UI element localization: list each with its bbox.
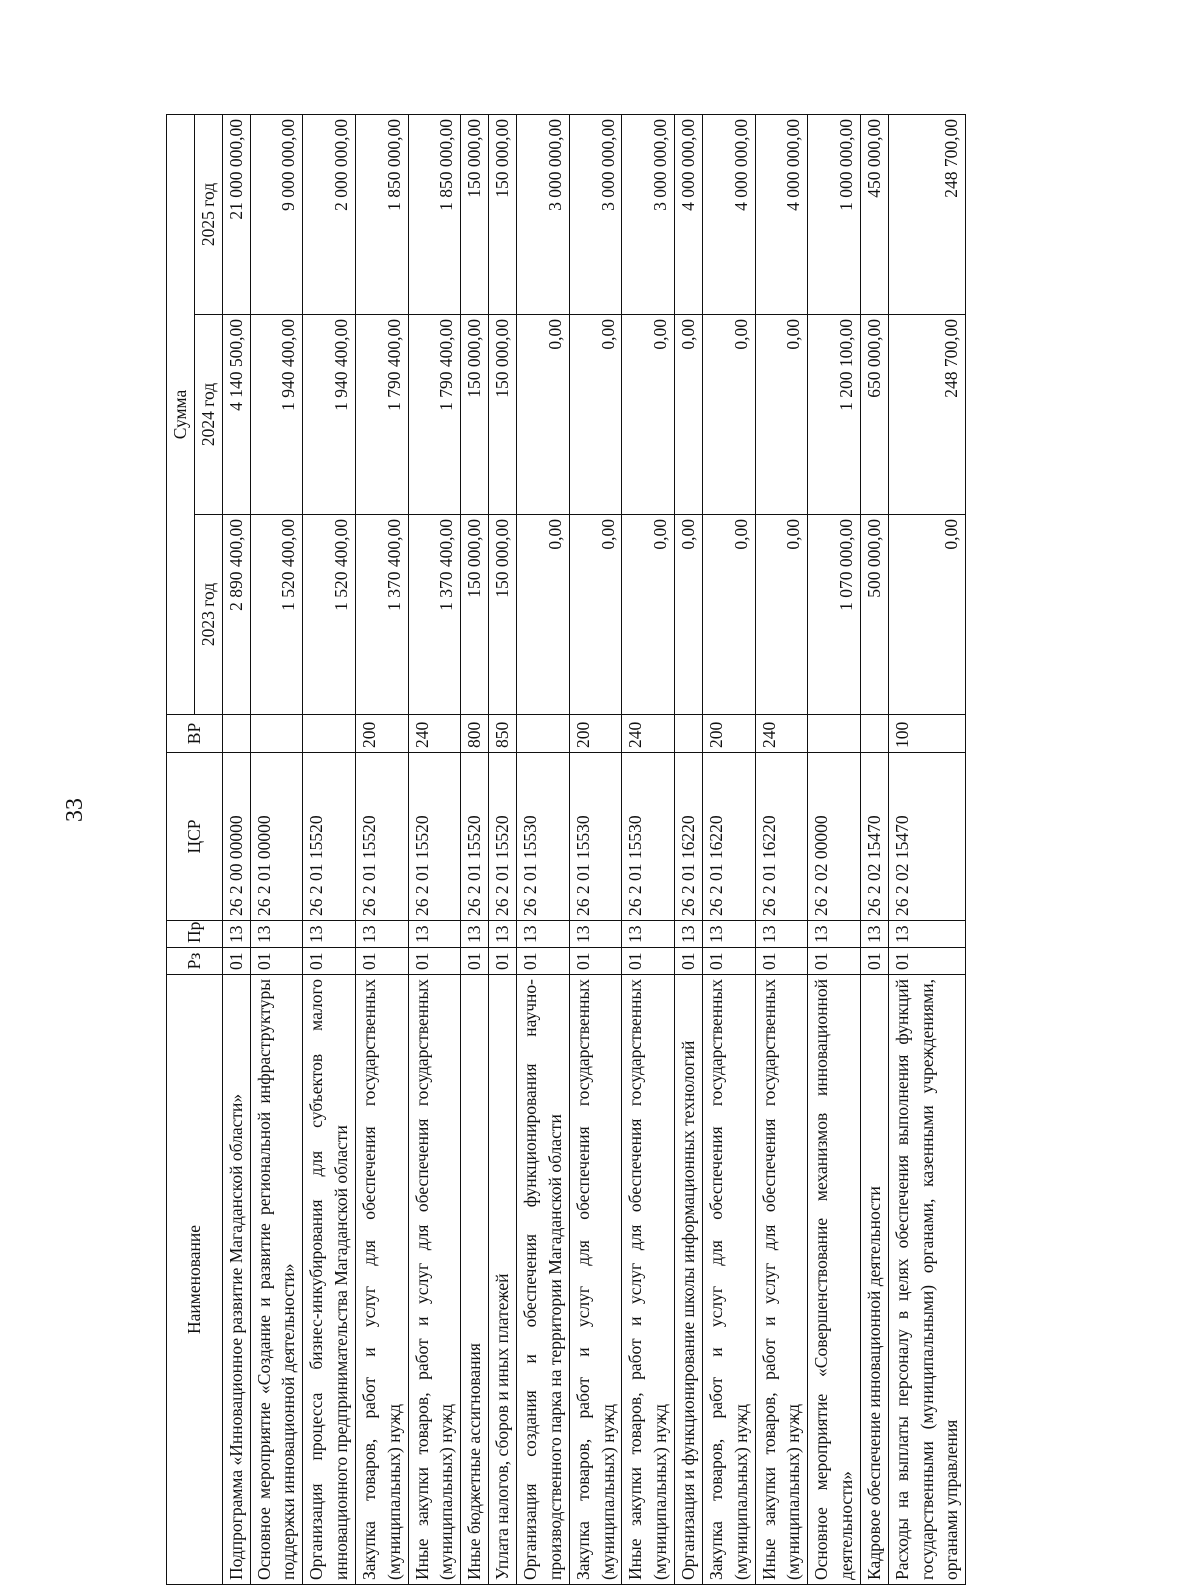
- cell-y2025: 3 000 000,00: [569, 114, 622, 314]
- cell-y2024: 0,00: [622, 315, 675, 515]
- cell-vr: [516, 715, 569, 753]
- table-body: [222, 114, 966, 1584]
- cell-y2024: 1 790 400,00: [408, 315, 461, 515]
- table-row: [675, 114, 703, 1584]
- cell-y2025: 21 000 000,00: [222, 114, 250, 314]
- cell-y2024: 150 000,00: [461, 315, 489, 515]
- cell-rz: 01: [808, 948, 861, 975]
- cell-y2023: 1 520 400,00: [250, 515, 303, 715]
- cell-y2025: 2 000 000,00: [303, 114, 356, 314]
- cell-csr: 26 2 02 15470: [888, 753, 966, 921]
- cell-rz: 01: [222, 948, 250, 975]
- cell-csr: 26 2 02 00000: [808, 753, 861, 921]
- header-name: Наименование: [167, 975, 223, 1585]
- header-2023: 2023 год: [194, 515, 222, 715]
- cell-name: Организация и функционирование школы информационных технологий: [675, 975, 703, 1585]
- cell-y2023: 2 890 400,00: [222, 515, 250, 715]
- table-row: [408, 114, 461, 1584]
- cell-vr: [860, 715, 888, 753]
- cell-pr: 13: [303, 921, 356, 948]
- cell-y2024: 1 790 400,00: [355, 315, 408, 515]
- cell-rz: 01: [516, 948, 569, 975]
- cell-vr: [675, 715, 703, 753]
- cell-y2025: 9 000 000,00: [250, 114, 303, 314]
- cell-y2024: 0,00: [702, 315, 755, 515]
- cell-name: Иные закупки товаров, работ и услуг для обеспечения государственных (муниципальных) нужд: [755, 975, 808, 1585]
- cell-y2025: 1 000 000,00: [808, 114, 861, 314]
- cell-y2024: 0,00: [516, 315, 569, 515]
- cell-rz: 01: [303, 948, 356, 975]
- cell-vr: 200: [569, 715, 622, 753]
- cell-y2025: 1 850 000,00: [355, 114, 408, 314]
- cell-y2023: 0,00: [622, 515, 675, 715]
- cell-csr: 26 2 01 15520: [355, 753, 408, 921]
- cell-y2023: 0,00: [516, 515, 569, 715]
- cell-y2023: 0,00: [675, 515, 703, 715]
- table-row: [303, 114, 356, 1584]
- cell-rz: 01: [250, 948, 303, 975]
- cell-vr: [808, 715, 861, 753]
- cell-csr: 26 2 00 00000: [222, 753, 250, 921]
- cell-y2025: 150 000,00: [461, 114, 489, 314]
- cell-pr: 13: [808, 921, 861, 948]
- table-row: [569, 114, 622, 1584]
- cell-csr: 26 2 01 15530: [569, 753, 622, 921]
- cell-y2024: 150 000,00: [489, 315, 517, 515]
- page-number: 33: [62, 798, 88, 822]
- cell-rz: 01: [755, 948, 808, 975]
- cell-rz: 01: [860, 948, 888, 975]
- cell-name: Кадровое обеспечение инновационной деятельности: [860, 975, 888, 1585]
- cell-rz: 01: [408, 948, 461, 975]
- cell-rz: 01: [888, 948, 966, 975]
- cell-y2023: 0,00: [569, 515, 622, 715]
- header-vr: ВР: [167, 715, 223, 753]
- cell-vr: 100: [888, 715, 966, 753]
- cell-y2023: 0,00: [888, 515, 966, 715]
- table-row: [808, 114, 861, 1584]
- cell-vr: [222, 715, 250, 753]
- cell-y2024: 0,00: [755, 315, 808, 515]
- cell-y2025: 450 000,00: [860, 114, 888, 314]
- cell-pr: 13: [860, 921, 888, 948]
- cell-y2023: 150 000,00: [489, 515, 517, 715]
- cell-rz: 01: [702, 948, 755, 975]
- cell-y2024: 1 940 400,00: [303, 315, 356, 515]
- cell-name: Уплата налогов, сборов и иных платежей: [489, 975, 517, 1585]
- cell-vr: 800: [461, 715, 489, 753]
- cell-y2023: 0,00: [755, 515, 808, 715]
- table-row: [622, 114, 675, 1584]
- cell-vr: 850: [489, 715, 517, 753]
- cell-y2025: 248 700,00: [888, 114, 966, 314]
- cell-name: Расходы на выплаты персоналу в целях обеспечения выполнения функций государственными (муниципальными) органами, казенными учреждениями, органами управления: [888, 975, 966, 1585]
- table-row: [489, 114, 517, 1584]
- table-row: [222, 114, 250, 1584]
- cell-name: Основное мероприятие «Совершенствование механизмов инновационной деятельности»: [808, 975, 861, 1585]
- cell-pr: 13: [675, 921, 703, 948]
- header-csr: ЦСР: [167, 753, 223, 921]
- cell-pr: 13: [622, 921, 675, 948]
- header-2025: 2025 год: [194, 114, 222, 314]
- cell-y2024: 0,00: [569, 315, 622, 515]
- cell-pr: 13: [702, 921, 755, 948]
- cell-name: Иные закупки товаров, работ и услуг для обеспечения государственных (муниципальных) нужд: [622, 975, 675, 1585]
- table-row: [461, 114, 489, 1584]
- header-rz: Рз: [167, 948, 223, 975]
- cell-csr: 26 2 01 15530: [516, 753, 569, 921]
- table-row: [355, 114, 408, 1584]
- cell-pr: 13: [489, 921, 517, 948]
- cell-csr: 26 2 01 16220: [675, 753, 703, 921]
- header-sum: Сумма: [167, 114, 195, 714]
- cell-y2023: 1 370 400,00: [408, 515, 461, 715]
- cell-csr: 26 2 01 16220: [755, 753, 808, 921]
- cell-y2023: 1 370 400,00: [355, 515, 408, 715]
- cell-csr: 26 2 01 16220: [702, 753, 755, 921]
- cell-y2024: 1 940 400,00: [250, 315, 303, 515]
- cell-y2025: 4 000 000,00: [675, 114, 703, 314]
- cell-csr: 26 2 01 00000: [250, 753, 303, 921]
- header-2024: 2024 год: [194, 315, 222, 515]
- cell-vr: 200: [355, 715, 408, 753]
- cell-y2024: 650 000,00: [860, 315, 888, 515]
- cell-name: Организация создания и обеспечения функционирования научно-производственного парка на территории Магаданской области: [516, 975, 569, 1585]
- cell-vr: 240: [408, 715, 461, 753]
- table-row: [755, 114, 808, 1584]
- cell-y2025: 150 000,00: [489, 114, 517, 314]
- cell-vr: 200: [702, 715, 755, 753]
- cell-rz: 01: [675, 948, 703, 975]
- cell-csr: 26 2 01 15520: [461, 753, 489, 921]
- cell-y2024: 0,00: [675, 315, 703, 515]
- cell-name: Основное мероприятие «Создание и развитие региональной инфраструктуры поддержки инновационной деятельности»: [250, 975, 303, 1585]
- cell-pr: 13: [461, 921, 489, 948]
- cell-rz: 01: [489, 948, 517, 975]
- cell-y2025: 4 000 000,00: [702, 114, 755, 314]
- cell-name: Закупка товаров, работ и услуг для обеспечения государственных (муниципальных) нужд: [569, 975, 622, 1585]
- cell-pr: 13: [408, 921, 461, 948]
- cell-name: Закупка товаров, работ и услуг для обеспечения государственных (муниципальных) нужд: [355, 975, 408, 1585]
- cell-vr: [250, 715, 303, 753]
- table-row: [516, 114, 569, 1584]
- cell-pr: 13: [516, 921, 569, 948]
- cell-y2023: 150 000,00: [461, 515, 489, 715]
- budget-table: [166, 114, 966, 1585]
- cell-y2024: 248 700,00: [888, 315, 966, 515]
- cell-rz: 01: [461, 948, 489, 975]
- cell-y2024: 4 140 500,00: [222, 315, 250, 515]
- cell-rz: 01: [569, 948, 622, 975]
- cell-rz: 01: [622, 948, 675, 975]
- cell-rz: 01: [355, 948, 408, 975]
- header-pr: Пр: [167, 921, 223, 948]
- cell-name: Иные бюджетные ассигнования: [461, 975, 489, 1585]
- table-row: [250, 114, 303, 1584]
- cell-csr: 26 2 01 15520: [303, 753, 356, 921]
- cell-csr: 26 2 01 15530: [622, 753, 675, 921]
- cell-y2023: 0,00: [702, 515, 755, 715]
- cell-y2023: 500 000,00: [860, 515, 888, 715]
- cell-pr: 13: [569, 921, 622, 948]
- cell-pr: 13: [755, 921, 808, 948]
- cell-pr: 13: [250, 921, 303, 948]
- cell-y2025: 3 000 000,00: [516, 114, 569, 314]
- cell-csr: 26 2 01 15520: [489, 753, 517, 921]
- table-row: [888, 114, 966, 1584]
- cell-y2023: 1 520 400,00: [303, 515, 356, 715]
- cell-name: Организация процесса бизнес-инкубирования для субъектов малого инновационного предпринимательства Магаданской области: [303, 975, 356, 1585]
- cell-csr: 26 2 02 15470: [860, 753, 888, 921]
- cell-y2025: 1 850 000,00: [408, 114, 461, 314]
- cell-csr: 26 2 01 15520: [408, 753, 461, 921]
- table-row: [702, 114, 755, 1584]
- cell-name: Иные закупки товаров, работ и услуг для обеспечения государственных (муниципальных) нужд: [408, 975, 461, 1585]
- cell-vr: 240: [622, 715, 675, 753]
- cell-name: Подпрограмма «Инновационное развитие Магаданской области»: [222, 975, 250, 1585]
- cell-y2024: 1 200 100,00: [808, 315, 861, 515]
- cell-y2023: 1 070 000,00: [808, 515, 861, 715]
- cell-pr: 13: [222, 921, 250, 948]
- cell-name: Закупка товаров, работ и услуг для обеспечения государственных (муниципальных) нужд: [702, 975, 755, 1585]
- rotated-page-content: [166, 115, 1028, 1585]
- table-row: [860, 114, 888, 1584]
- cell-pr: 13: [888, 921, 966, 948]
- cell-vr: 240: [755, 715, 808, 753]
- cell-vr: [303, 715, 356, 753]
- cell-y2025: 4 000 000,00: [755, 114, 808, 314]
- cell-pr: 13: [355, 921, 408, 948]
- cell-y2025: 3 000 000,00: [622, 114, 675, 314]
